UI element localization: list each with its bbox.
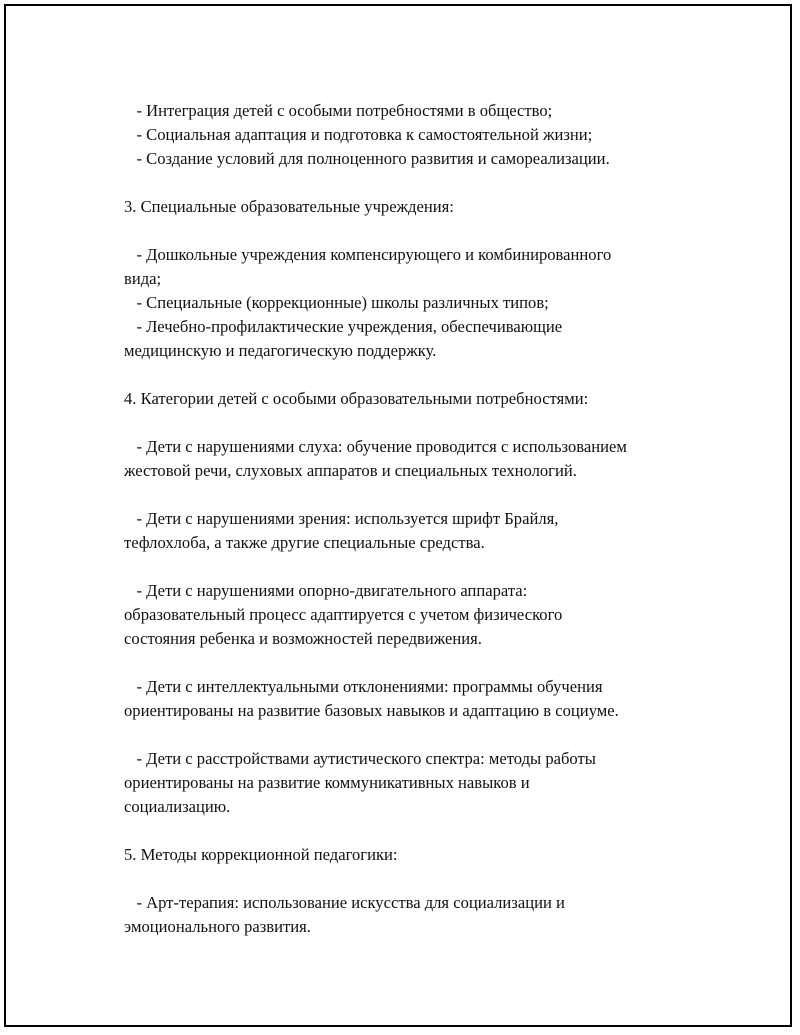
text-line: эмоционального развития. bbox=[124, 917, 311, 936]
blank-line bbox=[124, 411, 704, 435]
page-frame bbox=[4, 4, 792, 1027]
blank-line bbox=[124, 819, 704, 843]
section-heading: 4. Категории детей с особыми образовательными потребностями: bbox=[124, 389, 589, 408]
text-line: вида; bbox=[124, 269, 162, 288]
section-heading: 5. Методы коррекционной педагогики: bbox=[124, 845, 398, 864]
blank-line bbox=[124, 483, 704, 507]
text-line: - Социальная адаптация и подготовка к самостоятельной жизни; bbox=[124, 125, 593, 144]
blank-line bbox=[124, 219, 704, 243]
text-line: - Дети с нарушениями опорно-двигательного аппарата: bbox=[124, 581, 528, 600]
text-line: ориентированы на развитие коммуникативных навыков и bbox=[124, 773, 530, 792]
blank-line bbox=[124, 723, 704, 747]
text-line: - Специальные (коррекционные) школы различных типов; bbox=[124, 293, 549, 312]
text-line: - Дети с нарушениями слуха: обучение проводится с использованием bbox=[124, 437, 627, 456]
blank-line bbox=[124, 555, 704, 579]
text-line: ориентированы на развитие базовых навыков и адаптацию в социуме. bbox=[124, 701, 619, 720]
text-line: - Создание условий для полноценного развития и самореализации. bbox=[124, 149, 610, 168]
text-line: - Лечебно-профилактические учреждения, обеспечивающие bbox=[124, 317, 563, 336]
text-line: - Дети с расстройствами аутистического спектра: методы работы bbox=[124, 749, 596, 768]
text-line: жестовой речи, слуховых аппаратов и специальных технологий. bbox=[124, 461, 577, 480]
text-line: - Дети с нарушениями зрения: используется шрифт Брайля, bbox=[124, 509, 559, 528]
text-line: - Дети с интеллектуальными отклонениями: программы обучения bbox=[124, 677, 603, 696]
text-line: тефлохлоба, а также другие специальные средства. bbox=[124, 533, 485, 552]
text-line: - Арт-терапия: использование искусства для социализации и bbox=[124, 893, 565, 912]
blank-line bbox=[124, 363, 704, 387]
blank-line bbox=[124, 171, 704, 195]
document-body bbox=[124, 99, 704, 939]
text-line: социализацию. bbox=[124, 797, 231, 816]
text-line: - Дошкольные учреждения компенсирующего и комбинированного bbox=[124, 245, 612, 264]
text-line: медицинскую и педагогическую поддержку. bbox=[124, 341, 437, 360]
text-line: образовательный процесс адаптируется с учетом физического bbox=[124, 605, 563, 624]
section-heading: 3. Специальные образовательные учреждения: bbox=[124, 197, 454, 216]
blank-line bbox=[124, 651, 704, 675]
text-line: состояния ребенка и возможностей передвижения. bbox=[124, 629, 482, 648]
blank-line bbox=[124, 867, 704, 891]
text-line: - Интеграция детей с особыми потребностями в общество; bbox=[124, 101, 553, 120]
